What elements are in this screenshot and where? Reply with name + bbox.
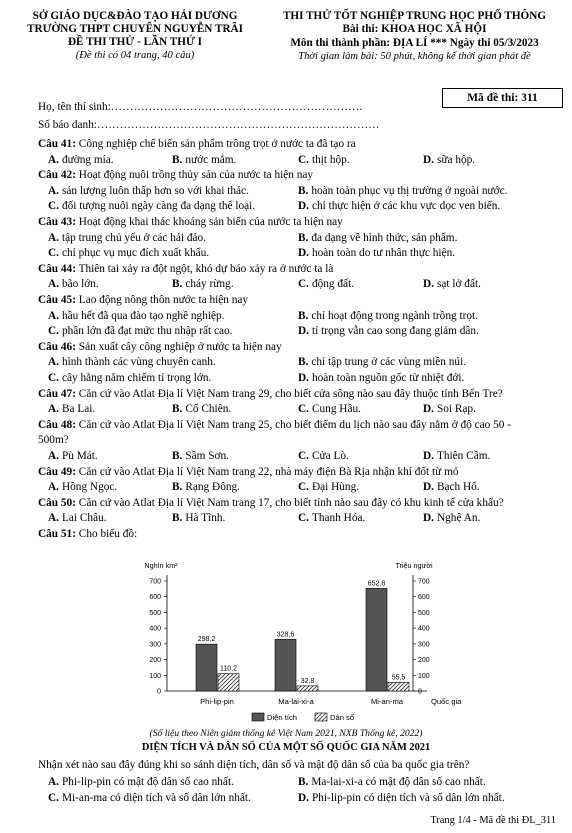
- answer-option: [172, 154, 236, 166]
- option-letter: C.: [298, 481, 309, 494]
- option-letter: D.: [423, 403, 434, 416]
- legend-swatch-dan-so: [315, 713, 327, 721]
- question-number: Câu 43:: [38, 216, 76, 228]
- answer-option: [48, 403, 95, 415]
- answer-option: [172, 450, 229, 462]
- answer-option: [48, 200, 255, 212]
- answer-option: [423, 403, 476, 415]
- answer-option: [48, 776, 234, 788]
- exam-duration: Thời gian làm bài: 50 phút, không kể thời gian phát đề: [298, 50, 531, 62]
- option-text: đa dạng về hình thức, sản phẩm.: [311, 231, 458, 244]
- bar-dan-so: [297, 686, 318, 691]
- bar-dan-so: [388, 682, 409, 691]
- chart-source: (Số liệu theo Niên giám thống kê Việt Nam 2021, NXB Thống kê, 2022): [149, 728, 423, 739]
- answer-option: [298, 372, 464, 384]
- option-letter: D.: [423, 512, 434, 525]
- question-text: Hoạt động khai thác khoáng sản biển của nước ta hiện nay: [75, 216, 343, 228]
- chart-title: DIỆN TÍCH VÀ DÂN SỐ CỦA MỘT SỐ QUỐC GIA NĂM 2021: [141, 742, 431, 753]
- option-text: bão lớn.: [61, 278, 99, 291]
- option-letter: A.: [48, 309, 59, 322]
- school-name: TRƯỜNG THPT CHUYÊN NGUYỄN TRÃI: [27, 23, 243, 35]
- option-text: phần lớn đã đạt mức thu nhập rất cao.: [61, 325, 233, 338]
- option-letter: A.: [48, 153, 59, 166]
- option-text: Phi-lip-pin có diện tích và số dân lớn nhất.: [311, 791, 505, 804]
- question-number: Câu 46:: [38, 340, 76, 353]
- school-header: [0, 10, 270, 62]
- option-text: chỉ phục vụ mục đích xuất khẩu.: [61, 247, 210, 260]
- option-text: đối tượng nuôi ngày càng đa dạng thể loại.: [61, 200, 256, 213]
- answer-option: [48, 310, 224, 322]
- option-letter: B.: [172, 512, 183, 525]
- left-tick-label: 0: [157, 688, 161, 696]
- question-text-cont: 500m?: [38, 434, 69, 447]
- exam-header: [262, 10, 567, 63]
- option-letter: D.: [298, 325, 309, 338]
- data-label-dien-tich: 298,2: [197, 636, 216, 644]
- question-stem: [38, 388, 503, 400]
- option-text: hình thành các vùng chuyên canh.: [61, 356, 216, 369]
- option-text: đường mía.: [61, 153, 114, 166]
- option-letter: D.: [423, 450, 434, 462]
- left-axis-title: Nghìn km²: [144, 561, 178, 570]
- option-text: cháy rừng.: [185, 278, 234, 291]
- department-name: SỞ GIÁO DỤC&ĐÀO TẠO HẢI DƯƠNG: [32, 10, 238, 22]
- option-text: hoàn toàn nguồn gốc từ nhiệt đới.: [311, 372, 465, 384]
- option-letter: C.: [48, 791, 59, 804]
- question-number: Câu 45:: [38, 294, 76, 306]
- answer-option: [172, 278, 234, 290]
- exam-round: ĐỀ THI THỬ - LẦN THỨ I: [67, 36, 203, 48]
- answer-option: [48, 185, 249, 197]
- option-letter: A.: [48, 450, 59, 462]
- option-text: tập trung chủ yếu ở các hải đảo.: [61, 231, 206, 244]
- option-letter: B.: [172, 403, 183, 416]
- option-text: Hà Tĩnh.: [185, 512, 226, 525]
- answer-option: [298, 325, 479, 337]
- answer-option: [298, 200, 500, 212]
- answer-option: [298, 154, 350, 166]
- option-text: chỉ tập trung ở các vùng miền núi.: [311, 356, 467, 369]
- answer-option: [48, 154, 114, 166]
- question-number: Câu 47:: [38, 387, 76, 400]
- option-text: Mi-an-ma có diện tích và số dân lớn nhất.: [61, 791, 251, 804]
- right-axis-title: Triệu người: [395, 561, 433, 570]
- option-letter: B.: [298, 184, 309, 197]
- answer-option: [172, 403, 231, 415]
- answer-option: [298, 403, 361, 415]
- option-letter: C.: [48, 372, 59, 384]
- q51-prompt: Nhận xét nào sau đây đúng khi so sánh diện tích, dân số và mật độ dân số của ba quốc gia trên?: [38, 759, 470, 771]
- option-text: Bạch Hổ.: [436, 481, 480, 494]
- option-text: hoàn toàn phục vụ thị trường ở ngoài nước.: [311, 184, 508, 197]
- exam-component: Môn thi thành phần: ĐỊA LÍ *** Ngày thi 05/3/2023: [290, 36, 539, 49]
- exam-pages-note: (Đề thi có 04 trang, 40 câu): [75, 50, 195, 61]
- data-label-dan-so: 32,8: [300, 677, 315, 685]
- answer-option: [172, 512, 225, 524]
- answer-option: [298, 278, 354, 290]
- option-letter: B.: [172, 278, 183, 291]
- question-text: Thiên tai xảy ra đột ngột, khó dự báo xảy ra ở nước ta là: [75, 262, 334, 275]
- question-number: Câu 49:: [38, 465, 76, 478]
- option-letter: A.: [48, 231, 59, 244]
- left-tick-label: 300: [149, 641, 161, 649]
- answer-option: [423, 154, 475, 166]
- answer-option: [48, 232, 206, 244]
- option-text: sản lượng luôn thấp hơn so với khai thác.: [61, 184, 249, 197]
- right-tick-label: 200: [418, 657, 430, 665]
- option-letter: B.: [172, 481, 183, 494]
- option-text: Pù Mát.: [61, 450, 98, 462]
- option-text: hoàn toàn do tư nhân thực hiện.: [311, 247, 456, 260]
- exam-subject: Bài thi: KHOA HỌC XÃ HỘI: [342, 23, 487, 36]
- option-text: tỉ trọng vẫn cao song đang giảm dần.: [311, 325, 479, 338]
- candidate-id-field: Số báo danh:…………………………………………………………………: [38, 119, 380, 131]
- option-letter: D.: [298, 791, 309, 804]
- question-text: Hoạt động nuôi trồng thủy sản của nước ta hiện nay: [75, 169, 314, 182]
- bar-dien-tich: [366, 588, 387, 691]
- option-text: Cung Hầu.: [311, 403, 361, 416]
- option-letter: A.: [48, 356, 59, 369]
- option-letter: B.: [172, 153, 183, 166]
- left-tick-label: 100: [149, 672, 161, 680]
- answer-option: [423, 278, 481, 290]
- question-number: Câu 41:: [38, 138, 76, 150]
- option-letter: C.: [298, 153, 309, 166]
- bar-dan-so: [218, 674, 239, 691]
- option-letter: C.: [48, 200, 59, 213]
- answer-option: [423, 450, 490, 462]
- x-tick-label: Phi-lip-pin: [200, 697, 234, 706]
- bar-chart: [140, 555, 470, 727]
- option-text: Ma-lai-xi-a có mật độ dân số cao nhất.: [311, 776, 486, 788]
- option-text: Soi Rạp.: [436, 403, 476, 416]
- option-text: thịt hộp.: [311, 153, 350, 166]
- page-footer: Trang 1/4 - Mã đề thi ĐL_311: [430, 815, 556, 826]
- question-stem: [38, 466, 459, 478]
- left-tick-label: 700: [149, 578, 161, 586]
- option-text: sạt lở đất.: [436, 278, 481, 291]
- option-text: Ba Lai.: [61, 403, 96, 416]
- question-text: Căn cứ vào Atlat Địa lí Việt Nam trang 25, cho biết điểm du lịch nào sau đây nằm ở độ cao 50 -: [75, 418, 512, 431]
- exam-code-box: Mã đề thi: 311: [442, 88, 563, 108]
- option-text: sữa hộp.: [436, 153, 476, 166]
- answer-option: [48, 278, 99, 290]
- option-letter: D.: [423, 278, 434, 291]
- answer-option: [298, 792, 505, 804]
- exam-title: THI THỬ TỐT NGHIỆP TRUNG HỌC PHỔ THÔNG: [282, 10, 547, 22]
- option-text: Cửa Lò.: [311, 450, 349, 462]
- right-tick-label: 600: [418, 594, 430, 602]
- data-label-dien-tich: 652,8: [367, 580, 386, 588]
- right-tick-label: 100: [418, 672, 430, 680]
- question-text: Căn cứ vào Atlat Địa lí Việt Nam trang 29, cho biết cửa sông nào sau đây thuộc tỉnh Bến Tre?: [75, 387, 503, 400]
- question-stem: [38, 528, 137, 540]
- answer-option: [172, 481, 240, 493]
- option-letter: A.: [48, 278, 59, 291]
- option-letter: A.: [48, 512, 59, 525]
- question-number: Câu 50:: [38, 496, 76, 509]
- option-letter: D.: [423, 153, 434, 166]
- answer-option: [298, 776, 486, 788]
- right-tick-label: 300: [418, 641, 430, 649]
- legend-label-dan-so: Dân số: [330, 713, 355, 722]
- left-tick-label: 200: [149, 657, 161, 665]
- option-letter: C.: [298, 512, 309, 525]
- answer-option: [298, 512, 365, 524]
- question-text: Sản xuất cây công nghiệp ở nước ta hiện nay: [75, 340, 282, 353]
- data-label-dan-so: 55,5: [391, 674, 406, 682]
- option-letter: C.: [298, 450, 309, 462]
- option-text: chỉ thực hiện ở các khu vực dọc ven biển.: [311, 200, 501, 213]
- option-letter: A.: [48, 776, 59, 788]
- option-letter: A.: [48, 403, 59, 416]
- option-text: Thanh Hóa.: [311, 512, 366, 525]
- answer-option: [48, 247, 209, 259]
- option-letter: A.: [48, 481, 59, 494]
- question-number: Câu 44:: [38, 262, 76, 275]
- option-letter: D.: [423, 481, 434, 494]
- question-text: Căn cứ vào Atlat Địa lí Việt Nam trang 22, nhà máy điện Bà Rịa nhận khí đốt từ mỏ: [75, 465, 459, 478]
- option-text: Cổ Chiên.: [185, 403, 232, 416]
- answer-option: [423, 481, 480, 493]
- answer-option: [48, 372, 211, 384]
- answer-option: [48, 481, 117, 493]
- option-letter: B.: [298, 776, 309, 788]
- answer-option: [298, 481, 359, 493]
- left-tick-label: 400: [149, 625, 161, 633]
- option-text: hầu hết đã qua đào tạo nghề nghiệp.: [61, 309, 225, 322]
- question-stem: [38, 497, 504, 509]
- answer-option: [48, 325, 233, 337]
- question-text: Căn cứ vào Atlat Địa lí Việt Nam trang 17, cho biết tỉnh nào sau đây có khu kinh tế cửa khẩu?: [75, 496, 504, 509]
- right-tick-label: 500: [418, 609, 430, 617]
- question-stem: [38, 138, 356, 150]
- candidate-name-field: Họ, tên thí sinh:………………………………………………………….: [38, 101, 363, 113]
- x-axis-title: Quốc gia: [431, 697, 462, 706]
- option-letter: B.: [298, 356, 309, 369]
- option-text: chỉ hoạt động trong ngành trồng trọt.: [311, 309, 478, 322]
- question-stem: [38, 341, 282, 353]
- option-text: Đại Hùng.: [311, 481, 360, 494]
- option-text: động đất.: [311, 278, 355, 291]
- question-stem: [38, 263, 333, 275]
- question-text: Công nghiệp chế biến sản phẩm trồng trọt ở nước ta đã tạo ra: [75, 138, 356, 150]
- option-letter: D.: [298, 200, 309, 213]
- option-letter: D.: [298, 247, 309, 260]
- data-label-dan-so: 110,2: [220, 665, 237, 673]
- option-letter: B.: [298, 309, 309, 322]
- data-label-dien-tich: 328,6: [276, 631, 295, 639]
- option-letter: C.: [298, 278, 309, 291]
- answer-option: [298, 356, 466, 368]
- question-stem: [38, 216, 343, 228]
- option-letter: C.: [48, 325, 59, 338]
- left-tick-label: 600: [149, 594, 161, 602]
- answer-option: [298, 185, 508, 197]
- bar-dien-tich: [275, 639, 296, 691]
- answer-option: [298, 310, 478, 322]
- question-text: Cho biểu đồ:: [75, 528, 138, 540]
- option-text: Thiên Cầm.: [436, 450, 491, 462]
- answer-option: [298, 450, 349, 462]
- answer-option: [48, 792, 251, 804]
- option-text: nước mắm.: [185, 153, 237, 166]
- question-number: Câu 51:: [38, 528, 76, 540]
- right-tick-label: 0: [418, 688, 422, 696]
- answer-option: [48, 450, 98, 462]
- option-text: cây hằng năm chiếm tỉ trọng lớn.: [61, 372, 212, 384]
- answer-option: [48, 356, 216, 368]
- question-number: Câu 48:: [38, 418, 76, 431]
- option-letter: A.: [48, 184, 59, 197]
- option-letter: C.: [298, 403, 309, 416]
- question-number: Câu 42:: [38, 169, 76, 182]
- option-text: Hồng Ngọc.: [61, 481, 118, 494]
- option-text: Phi-lip-pin có mật độ dân số cao nhất.: [61, 776, 234, 788]
- question-text: Lao động nông thôn nước ta hiện nay: [75, 294, 249, 306]
- option-letter: D.: [298, 372, 309, 384]
- answer-option: [423, 512, 480, 524]
- answer-option: [298, 232, 457, 244]
- option-letter: B.: [298, 231, 309, 244]
- question-stem: [38, 169, 313, 181]
- question-stem: [38, 294, 248, 306]
- right-tick-label: 700: [418, 578, 430, 586]
- option-letter: C.: [48, 247, 59, 260]
- option-text: Rạng Đông.: [185, 481, 240, 494]
- question-stem: [38, 419, 511, 431]
- option-letter: B.: [172, 450, 183, 462]
- bar-dien-tich: [196, 644, 217, 691]
- legend-swatch-dien-tich: [252, 713, 264, 721]
- option-text: Sầm Sơn.: [185, 450, 229, 462]
- answer-option: [298, 247, 455, 259]
- x-tick-label: Mi-an-ma: [370, 697, 404, 706]
- legend-label-dien-tich: Diện tích: [267, 713, 297, 722]
- option-text: Nghệ An.: [436, 512, 481, 525]
- option-text: Lai Châu.: [61, 512, 107, 525]
- right-tick-label: 400: [418, 625, 430, 633]
- answer-option: [48, 512, 107, 524]
- x-tick-label: Ma-lai-xi-a: [278, 697, 314, 706]
- left-tick-label: 500: [149, 609, 161, 617]
